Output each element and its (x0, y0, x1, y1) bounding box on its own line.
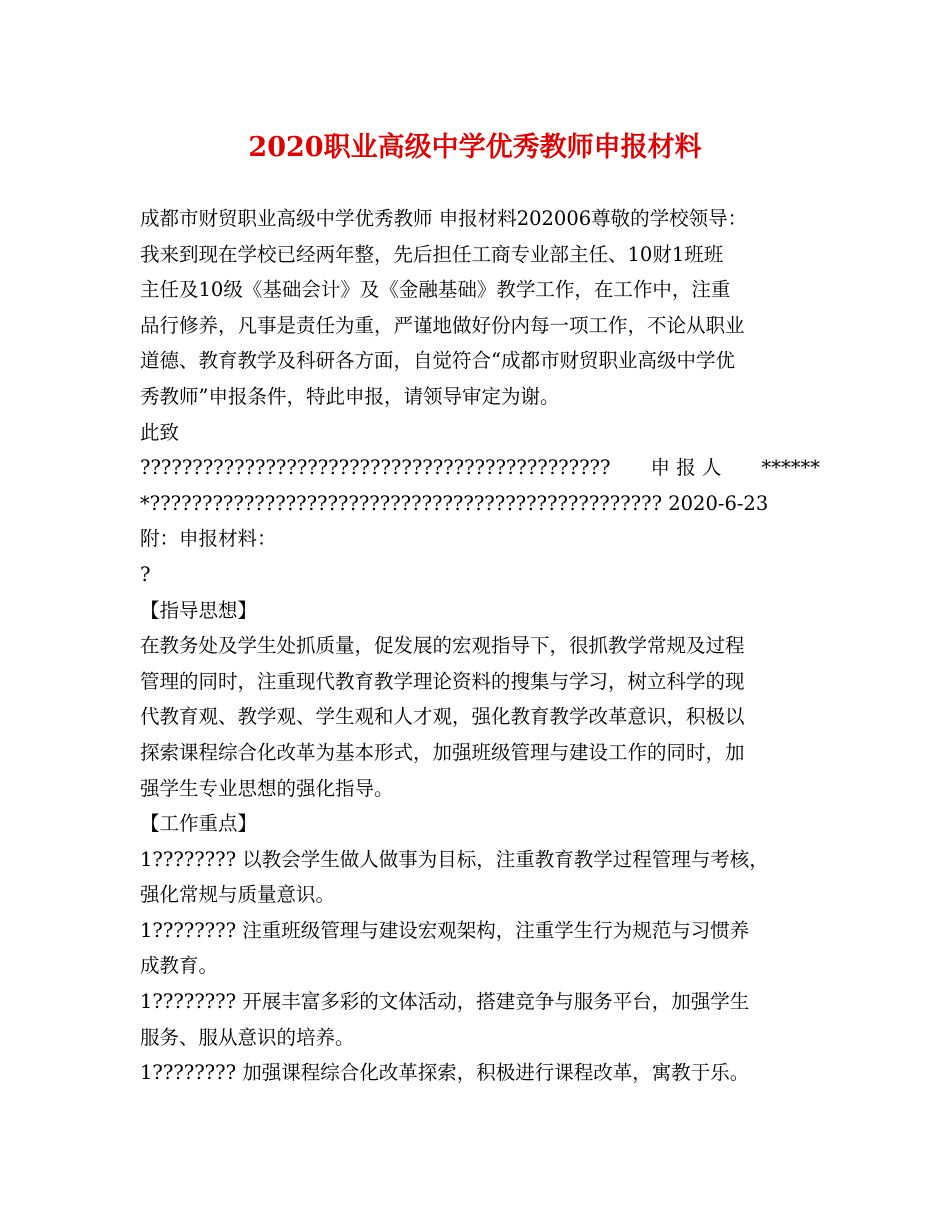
text-line: 服务、服从意识的培养。 (140, 1025, 355, 1049)
text-line: 品行修养，凡事是责任为重，严谨地做好份内每一项工作，不论从职业 (140, 313, 745, 337)
text-line: 秀教师”申报条件，特此申报，请领导审定为谢。 (140, 384, 560, 408)
list-item: 1???????? 加强课程综合化改革探索，积极进行课程改革，寓教于乐。 (140, 1061, 750, 1085)
text-line: ? (140, 562, 151, 586)
signature-line (140, 450, 820, 486)
text-line: 成教育。 (140, 954, 219, 978)
signature-stars: ****** (761, 456, 820, 480)
text-line: 道德、教育教学及科研各方面，自觉符合“成都市财贸职业高级中学优 (140, 349, 735, 373)
text-line: 我来到现在学校已经两年整，先后担任工商专业部主任、10财1班班 (140, 242, 724, 266)
list-item: 1???????? 开展丰富多彩的文体活动，搭建竞争与服务平台，加强学生 (140, 990, 750, 1014)
text-line: 在教务处及学生处抓质量，促发展的宏观指导下，很抓教学常规及过程 (140, 634, 745, 658)
attachment-label: 附：申报材料： (140, 527, 277, 551)
salutation: 此致 (140, 420, 180, 444)
text-line: 管理的同时，注重现代教育教学理论资料的搜集与学习，树立科学的现 (140, 669, 745, 693)
section-heading: 【指导思想】 (140, 598, 258, 622)
text-line: 成都市财贸职业高级中学优秀教师 申报材料202006尊敬的学校领导： (140, 207, 748, 230)
signature-label: 申 报 人 (650, 456, 722, 480)
date-line: *????????????????????????????????????????????????? 2020-6-23 (140, 491, 769, 515)
document-body (140, 201, 820, 1091)
section-heading: 【工作重点】 (140, 812, 258, 836)
text-line: 强化常规与质量意识。 (140, 883, 336, 907)
text-line: 代教育观、教学观、学生观和人才观，强化教育教学改革意识，积极以 (140, 705, 745, 729)
list-item: 1???????? 以教会学生做人做事为目标，注重教育教学过程管理与考核， (140, 847, 769, 871)
document-title: 2020职业高级中学优秀教师申报材料 (248, 132, 702, 163)
signature-dots: ????????????????????????????????????????????? (140, 456, 611, 480)
text-line: 主任及10级《基础会计》及《金融基础》教学工作，在工作中，注重 (140, 278, 731, 302)
text-line: 探索课程综合化改革为基本形式，加强班级管理与建设工作的同时，加 (140, 740, 745, 764)
text-line: 强学生专业思想的强化指导。 (140, 776, 394, 800)
list-item: 1???????? 注重班级管理与建设宏观架构，注重学生行为规范与习惯养 (140, 918, 750, 942)
